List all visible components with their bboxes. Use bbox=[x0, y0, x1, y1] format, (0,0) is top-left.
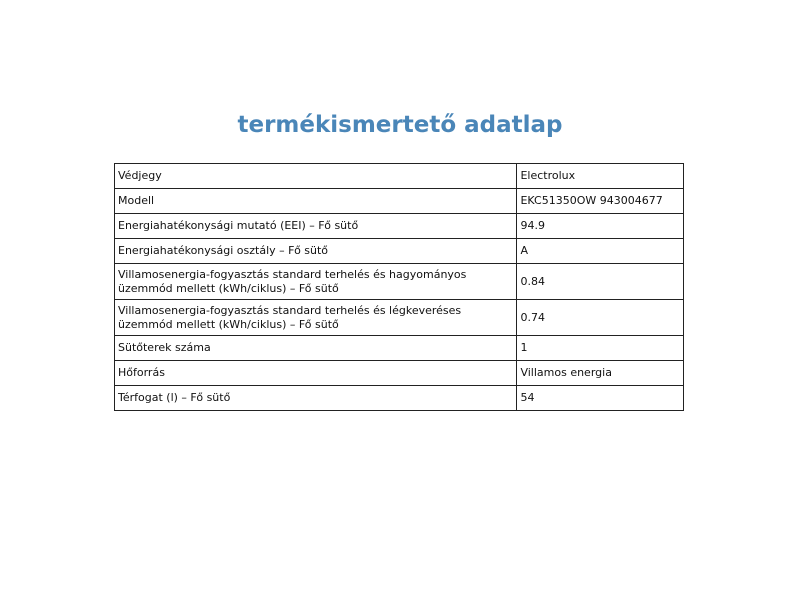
row-value: Electrolux bbox=[517, 164, 684, 189]
table-row-energy-class bbox=[115, 239, 684, 264]
row-value: 94.9 bbox=[517, 214, 684, 239]
row-value: Villamos energia bbox=[517, 361, 684, 386]
page-title: termékismertető adatlap bbox=[237, 112, 563, 138]
row-label: Energiahatékonysági mutató (EEI) – Fő sütő bbox=[115, 214, 517, 239]
table-row-consumption-conventional bbox=[115, 264, 684, 300]
row-value: EKC51350OW 943004677 bbox=[517, 189, 684, 214]
row-value: 0.74 bbox=[517, 300, 684, 336]
row-label: Sütőterek száma bbox=[115, 336, 517, 361]
row-label: Energiahatékonysági osztály – Fő sütő bbox=[115, 239, 517, 264]
row-label: Hőforrás bbox=[115, 361, 517, 386]
row-label: Modell bbox=[115, 189, 517, 214]
table-row-consumption-fan bbox=[115, 300, 684, 336]
table-row-heat-source bbox=[115, 361, 684, 386]
table-row-eei bbox=[115, 214, 684, 239]
row-label: Térfogat (l) – Fő sütő bbox=[115, 386, 517, 411]
row-value: A bbox=[517, 239, 684, 264]
row-value: 0.84 bbox=[517, 264, 684, 300]
table-row-model bbox=[115, 189, 684, 214]
row-label: Villamosenergia-fogyasztás standard terhelés és légkeveréses üzemmód mellett (kWh/ciklus) – Fő sütő bbox=[115, 300, 517, 336]
row-label: Védjegy bbox=[115, 164, 517, 189]
table-row-brand bbox=[115, 164, 684, 189]
row-value: 54 bbox=[517, 386, 684, 411]
product-spec-table bbox=[114, 163, 684, 411]
table-row-volume bbox=[115, 386, 684, 411]
table-row-cavities bbox=[115, 336, 684, 361]
row-value: 1 bbox=[517, 336, 684, 361]
row-label: Villamosenergia-fogyasztás standard terhelés és hagyományos üzemmód mellett (kWh/ciklus) – Fő sütő bbox=[115, 264, 517, 300]
